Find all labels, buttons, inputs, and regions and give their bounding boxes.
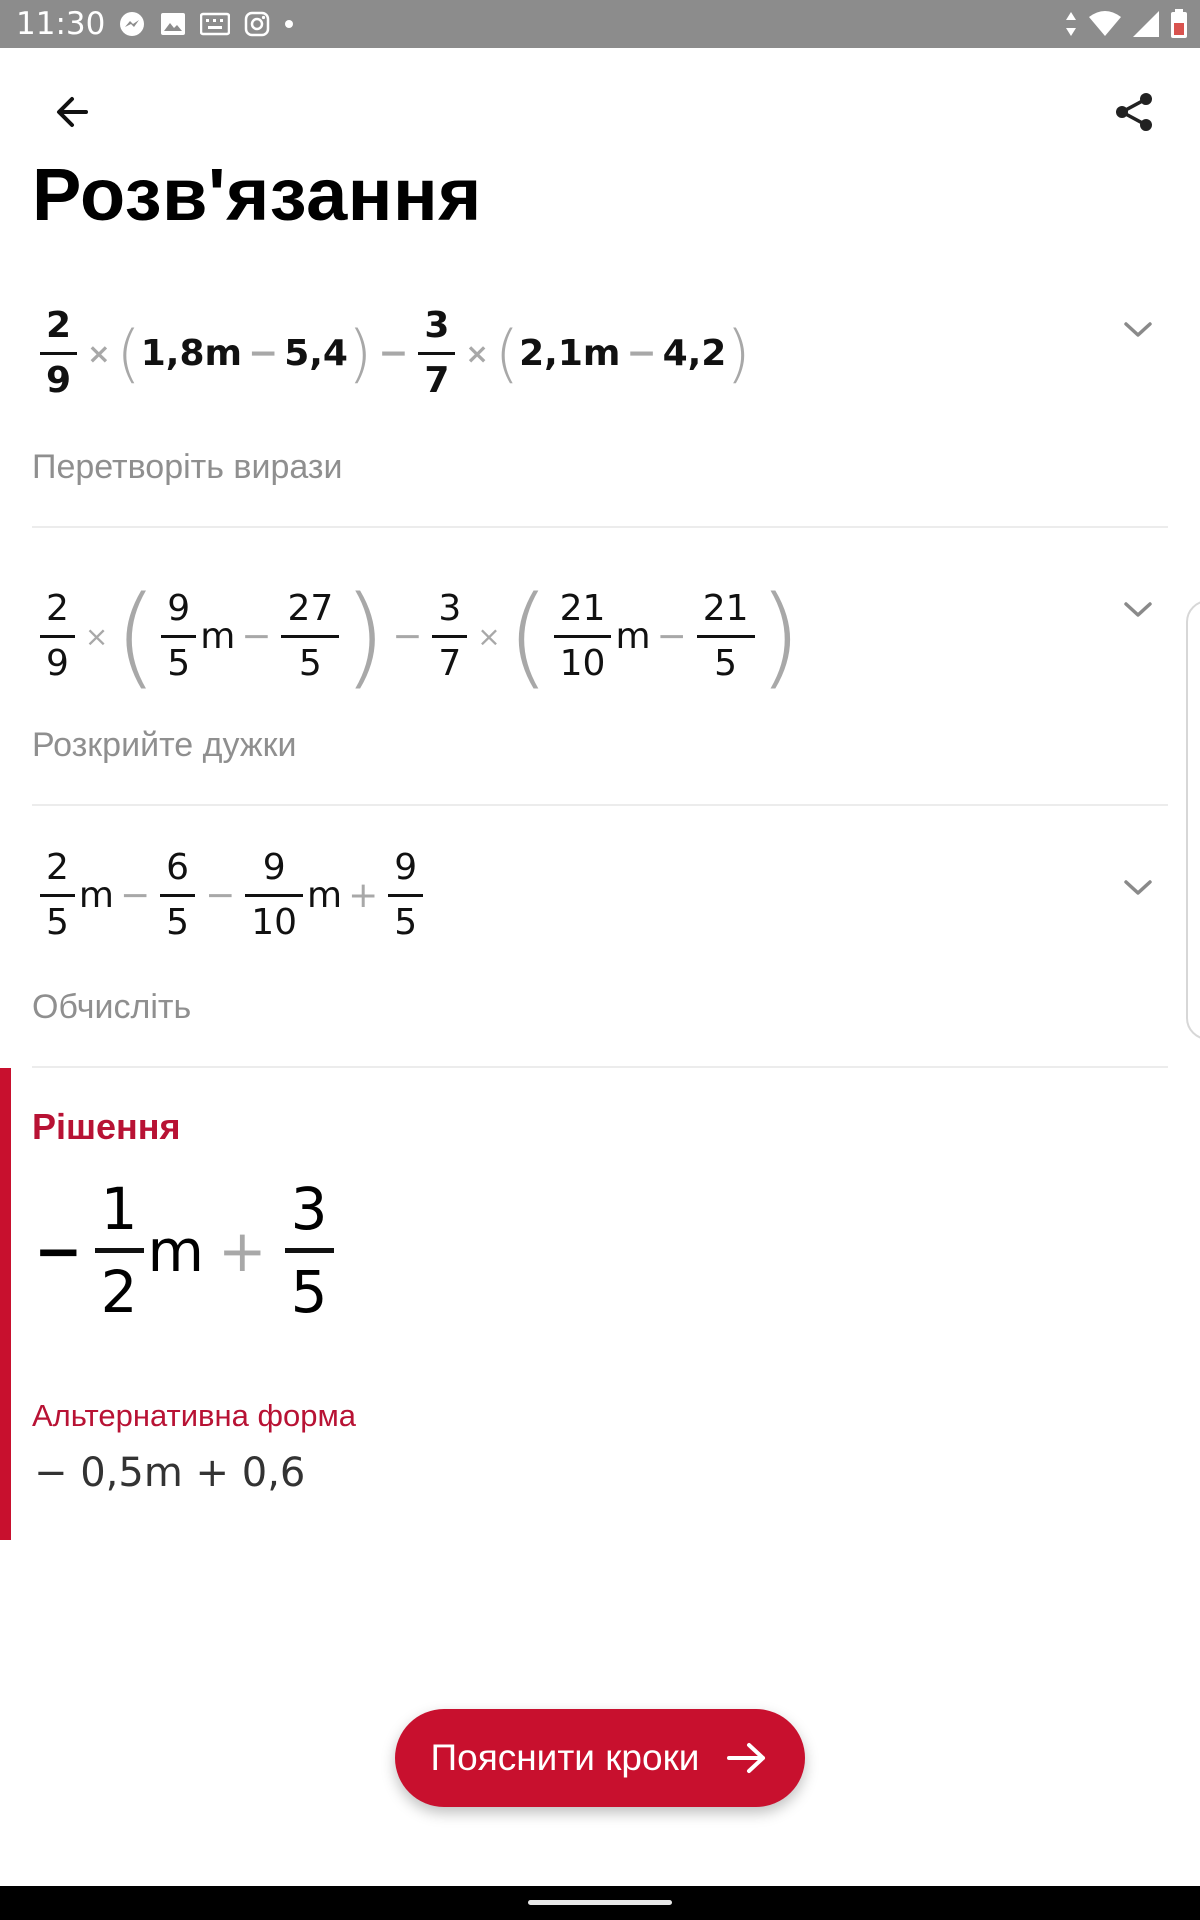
expand-step-2-button[interactable]: [1114, 586, 1162, 634]
dot-icon: [284, 19, 294, 29]
fraction: $\frac{3}{7}$: [418, 308, 455, 399]
minus-sign: −: [119, 875, 151, 916]
step-2-caption: Розкрийте дужки: [32, 726, 297, 764]
notification-icons: [118, 10, 294, 38]
navigation-bar: [0, 1886, 1200, 1920]
expand-step-1-button[interactable]: [1114, 306, 1162, 354]
fraction: $\frac{2}{5}$: [40, 850, 75, 941]
divider: [32, 526, 1168, 528]
solution-accent-bar: [0, 1068, 11, 1540]
arrow-right-icon: [725, 1740, 769, 1776]
variable: m: [200, 615, 236, 657]
variable: m: [615, 615, 651, 657]
right-paren: ): [758, 572, 802, 700]
right-paren: ): [347, 317, 373, 390]
alternative-form-title: Альтернативна форма: [32, 1398, 357, 1433]
left-paren: (: [114, 572, 158, 700]
chevron-down-icon: [1123, 601, 1153, 619]
status-bar: [0, 0, 1200, 48]
back-button[interactable]: [36, 76, 108, 148]
messenger-icon: [118, 10, 146, 38]
plus-sign: +: [218, 1216, 267, 1285]
step-card-3[interactable]: [32, 830, 1168, 1068]
left-paren: (: [506, 572, 550, 700]
variable: m: [147, 1216, 205, 1285]
edge-panel-handle[interactable]: [1186, 600, 1200, 1040]
term: 1,8m: [140, 333, 243, 374]
times-sign: ×: [465, 337, 489, 370]
solution-block: [0, 1068, 1200, 1540]
fraction: 3 5: [285, 1180, 334, 1321]
battery-icon: [1170, 9, 1188, 39]
step-1-expression: [36, 305, 751, 401]
fraction: $\frac{9}{5}$: [388, 850, 423, 941]
fraction: $\frac{21}{5}$: [697, 591, 755, 682]
page-title: Розв'язання: [32, 153, 482, 236]
variable: m: [307, 875, 343, 916]
minus-sign: −: [205, 875, 236, 916]
explain-steps-button[interactable]: [395, 1709, 805, 1807]
plus-sign: +: [348, 875, 379, 916]
term: 2,1m: [519, 333, 621, 374]
status-time: 11:30: [16, 6, 106, 42]
term: 4,2: [662, 333, 727, 374]
step-3-caption: Обчисліть: [32, 988, 192, 1026]
gallery-icon: [160, 12, 186, 36]
times-sign: ×: [84, 619, 109, 653]
share-button[interactable]: [1098, 76, 1170, 148]
minus-sign: −: [378, 333, 409, 374]
fraction: $\frac{21}{10}$: [554, 591, 612, 682]
step-card-1[interactable]: [32, 290, 1168, 530]
signal-icon: [1132, 10, 1160, 38]
divider: [32, 804, 1168, 806]
arrow-left-icon: [52, 92, 92, 132]
fraction: $\frac{27}{5}$: [281, 591, 339, 682]
keyboard-icon: [200, 12, 230, 36]
times-sign: ×: [477, 619, 501, 653]
fraction: $\frac{9}{5}$: [161, 591, 196, 682]
minus-sign: −: [241, 615, 272, 657]
alternative-form-expression: − 0,5m + 0,6: [34, 1450, 306, 1496]
fraction: 1 2: [95, 1180, 144, 1321]
times-sign: ×: [87, 337, 111, 370]
fraction: $\frac{6}{5}$: [160, 850, 195, 941]
instagram-icon: [244, 11, 270, 37]
minus-sign: −: [392, 615, 423, 657]
chevron-down-icon: [1123, 879, 1153, 897]
expand-step-3-button[interactable]: [1114, 864, 1162, 912]
step-2-expression: [36, 572, 801, 700]
left-paren: (: [494, 317, 520, 390]
minus-sign: −: [34, 1216, 83, 1285]
data-arrows-icon: [1064, 11, 1078, 37]
explain-steps-label: Пояснити кроки: [430, 1737, 700, 1778]
right-paren: ): [726, 317, 751, 390]
minus-sign: −: [656, 615, 687, 657]
fraction: $\frac{2}{9}$: [40, 591, 75, 682]
term: 5,4: [284, 333, 348, 374]
fraction: $\frac{3}{7}$: [432, 591, 467, 682]
solution-expression: [34, 1175, 338, 1326]
fraction: $\frac{9}{10}$: [245, 850, 303, 941]
share-icon: [1112, 90, 1156, 134]
minus-sign: −: [626, 333, 657, 374]
step-1-caption: Перетворіть вирази: [32, 448, 343, 486]
home-gesture-pill[interactable]: [528, 1900, 672, 1905]
fraction: $\frac{2}{9}$: [40, 308, 77, 399]
system-icons: [1064, 9, 1188, 39]
solution-title: Рішення: [32, 1106, 181, 1147]
step-card-2[interactable]: [32, 552, 1168, 808]
step-3-expression: [36, 847, 427, 943]
left-paren: (: [116, 317, 141, 390]
minus-sign: −: [248, 333, 279, 374]
wifi-icon: [1088, 10, 1122, 38]
right-paren: ): [343, 572, 387, 700]
variable: m: [78, 875, 114, 916]
chevron-down-icon: [1123, 321, 1153, 339]
